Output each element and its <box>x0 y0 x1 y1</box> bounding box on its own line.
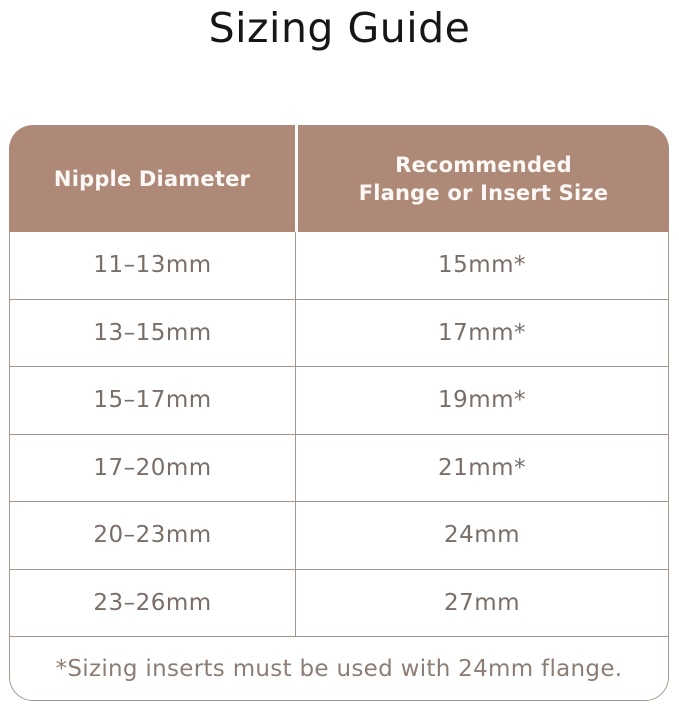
nipple-diameter-cell: 15–17mm <box>10 367 296 434</box>
nipple-diameter-cell: 23–26mm <box>10 570 296 637</box>
flange-size-cell: 21mm* <box>437 454 527 481</box>
page-title: Sizing Guide <box>208 4 471 52</box>
table-row <box>10 300 668 368</box>
nipple-diameter-cell: 20–23mm <box>10 502 296 569</box>
table-header <box>9 125 669 232</box>
nipple-diameter-cell: 17–20mm <box>10 435 296 502</box>
flange-size-cell: 19mm* <box>437 387 527 414</box>
header-flange-size-line2: Flange or Insert Size <box>358 180 609 205</box>
table-body <box>9 232 669 701</box>
flange-size-cell: 15mm* <box>437 252 527 279</box>
flange-size-cell: 24mm <box>443 522 521 549</box>
table-footnote: *Sizing inserts must be used with 24mm flange. <box>10 637 668 700</box>
header-flange-size-line1: Recommended <box>395 152 572 177</box>
nipple-diameter-cell: 11–13mm <box>10 232 296 299</box>
header-nipple-diameter <box>9 125 298 232</box>
table-row <box>10 435 668 503</box>
flange-size-cell: 17mm* <box>437 319 527 346</box>
table-row <box>10 502 668 570</box>
table-row <box>10 570 668 638</box>
table-row <box>10 232 668 300</box>
flange-size-cell: 27mm <box>443 589 521 616</box>
header-nipple-diameter-label: Nipple Diameter <box>53 166 251 191</box>
header-flange-size <box>298 125 669 232</box>
table-row <box>10 367 668 435</box>
sizing-table <box>9 125 669 701</box>
nipple-diameter-cell: 13–15mm <box>10 300 296 367</box>
